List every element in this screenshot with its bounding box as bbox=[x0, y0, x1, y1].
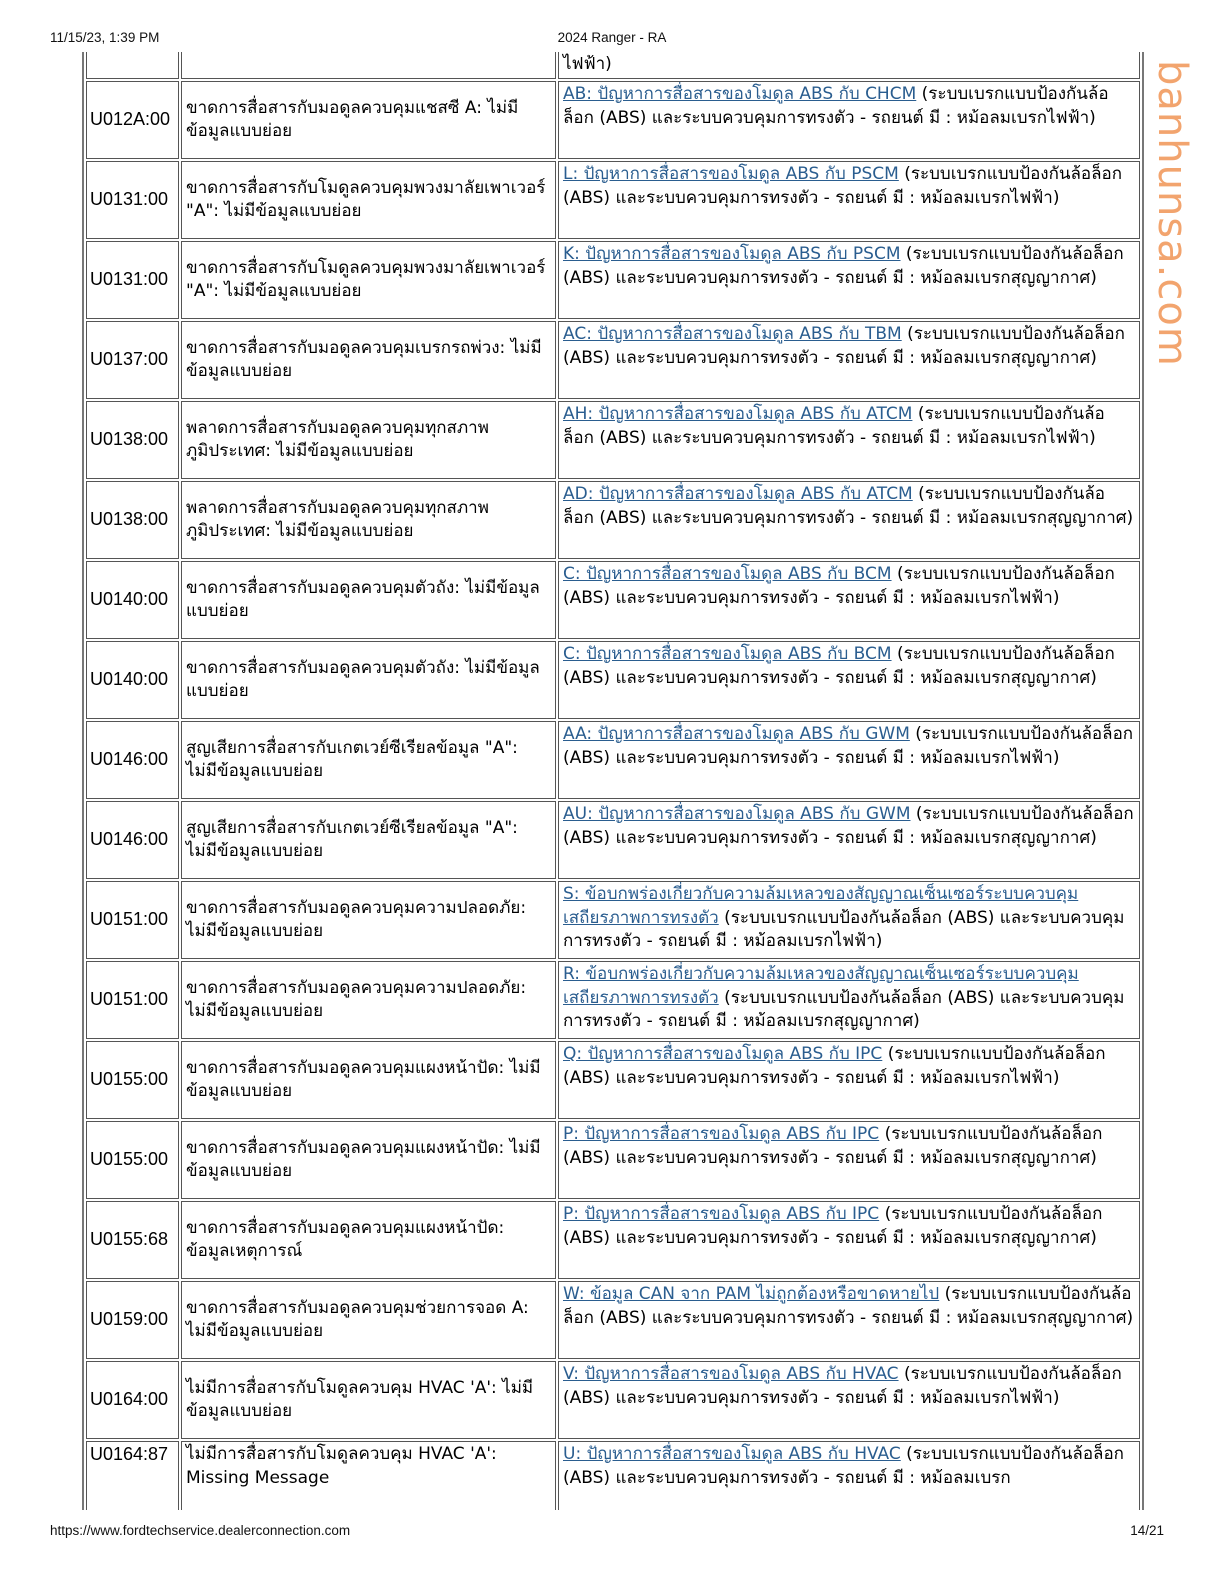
dtc-info-cell bbox=[558, 1281, 1140, 1359]
print-datetime: 11/15/23, 1:39 PM bbox=[50, 30, 160, 45]
pinpoint-test-link[interactable]: AH: ปัญหาการสื่อสารของโมดูล ABS กับ ATCM bbox=[563, 404, 913, 424]
table-row bbox=[86, 1281, 1140, 1359]
dtc-info-cell bbox=[558, 1121, 1140, 1199]
pinpoint-test-scope: (ระบบเบรกแบบป้องกันล้อล็อก (ABS) และระบบควบคุมการทรงตัว - รถยนต์ มี : หม้อลมเบรกไฟฟ้า) bbox=[563, 907, 1125, 951]
dtc-description: พลาดการสื่อสารกับมอดูลควบคุมทุกสภาพภูมิประเทศ: ไม่มีข้อมูลแบบย่อย bbox=[181, 481, 556, 559]
dtc-code: U0140:00 bbox=[86, 641, 179, 719]
dtc-info-cell bbox=[558, 721, 1140, 799]
table-row bbox=[86, 721, 1140, 799]
pinpoint-test-scope: (ระบบเบรกแบบป้องกันล้อล็อก (ABS) และระบบควบคุมการทรงตัว - รถยนต์ มี : หม้อลมเบรกสุญญากาศ) bbox=[563, 1204, 1103, 1248]
table-row bbox=[86, 961, 1140, 1039]
watermark: banhunsa.com bbox=[1149, 60, 1195, 367]
pinpoint-test-link[interactable]: P: ปัญหาการสื่อสารของโมดูล ABS กับ IPC bbox=[563, 1124, 880, 1144]
dtc-description: พลาดการสื่อสารกับมอดูลควบคุมทุกสภาพภูมิประเทศ: ไม่มีข้อมูลแบบย่อย bbox=[181, 401, 556, 479]
pinpoint-test-scope: (ระบบเบรกแบบป้องกันล้อล็อก (ABS) และระบบควบคุมการทรงตัว - รถยนต์ มี : หม้อลมเบรกสุญญากาศ) bbox=[563, 644, 1115, 688]
dtc-info-cell bbox=[558, 1201, 1140, 1279]
pinpoint-test-link[interactable]: S: ข้อบกพร่องเกี่ยวกับความล้มเหลวของสัญญาณเซ็นเซอร์ระบบควบคุมเสถียรภาพการทรงตัว bbox=[563, 884, 1079, 928]
page-number: 14/21 bbox=[1130, 1523, 1164, 1538]
dtc-code: U0151:00 bbox=[86, 961, 179, 1039]
dtc-info-cell bbox=[558, 1041, 1140, 1119]
dtc-code: U0146:00 bbox=[86, 801, 179, 879]
pinpoint-test-link[interactable]: K: ปัญหาการสื่อสารของโมดูล ABS กับ PSCM bbox=[563, 244, 901, 264]
pinpoint-test-link[interactable]: L: ปัญหาการสื่อสารของโมดูล ABS กับ PSCM bbox=[563, 164, 899, 184]
dtc-code: U0138:00 bbox=[86, 481, 179, 559]
dtc-code: U0138:00 bbox=[86, 401, 179, 479]
dtc-description: ขาดการสื่อสารกับมอดูลควบคุมตัวถัง: ไม่มีข้อมูลแบบย่อย bbox=[181, 561, 556, 639]
table-row bbox=[86, 401, 1140, 479]
pinpoint-test-scope: (ระบบเบรกแบบป้องกันล้อล็อก (ABS) และระบบควบคุมการทรงตัว - รถยนต์ มี : หม้อลมเบรกไฟฟ้า) bbox=[563, 404, 1105, 448]
pinpoint-test-link[interactable]: P: ปัญหาการสื่อสารของโมดูล ABS กับ IPC bbox=[563, 1204, 880, 1224]
pinpoint-test-scope: (ระบบเบรกแบบป้องกันล้อล็อก (ABS) และระบบควบคุมการทรงตัว - รถยนต์ มี : หม้อลมเบรกไฟฟ้า) bbox=[563, 1364, 1122, 1408]
dtc-code: U0164:87 bbox=[86, 1441, 179, 1510]
table-row bbox=[86, 641, 1140, 719]
dtc-code: U0155:00 bbox=[86, 1041, 179, 1119]
dtc-description: ขาดการสื่อสารกับมอดูลควบคุมแผงหน้าปัด: ข้อมูลเหตุการณ์ bbox=[181, 1201, 556, 1279]
dtc-table-container bbox=[82, 52, 1144, 1510]
dtc-description: ขาดการสื่อสารกับมอดูลควบคุมตัวถัง: ไม่มีข้อมูลแบบย่อย bbox=[181, 641, 556, 719]
dtc-description: สูญเสียการสื่อสารกับเกตเวย์ซีเรียลข้อมูล "A": ไม่มีข้อมูลแบบย่อย bbox=[181, 801, 556, 879]
dtc-description: ขาดการสื่อสารกับมอดูลควบคุมแชสซี A: ไม่มีข้อมูลแบบย่อย bbox=[181, 81, 556, 159]
pinpoint-test-scope: (ระบบเบรกแบบป้องกันล้อล็อก (ABS) และระบบควบคุมการทรงตัว - รถยนต์ มี : หม้อลมเบรกไฟฟ้า) bbox=[563, 84, 1109, 128]
footer-url: https://www.fordtechservice.dealerconnection.com bbox=[50, 1523, 351, 1538]
description-cell bbox=[181, 52, 556, 79]
dtc-description: ขาดการสื่อสารกับมอดูลควบคุมเบรกรถพ่วง: ไม่มีข้อมูลแบบย่อย bbox=[181, 321, 556, 399]
dtc-code: U0164:00 bbox=[86, 1361, 179, 1439]
pinpoint-test-scope: (ระบบเบรกแบบป้องกันล้อล็อก (ABS) และระบบควบคุมการทรงตัว - รถยนต์ มี : หม้อลมเบรกไฟฟ้า) bbox=[563, 164, 1123, 208]
pinpoint-test-link[interactable]: W: ข้อมูล CAN จาก PAM ไม่ถูกต้องหรือขาดหายไป bbox=[563, 1284, 940, 1304]
pinpoint-test-link[interactable]: C: ปัญหาการสื่อสารของโมดูล ABS กับ BCM bbox=[563, 564, 892, 584]
pinpoint-test-scope: (ระบบเบรกแบบป้องกันล้อล็อก (ABS) และระบบควบคุมการทรงตัว - รถยนต์ มี : หม้อลมเบรกสุญญากาศ) bbox=[563, 1284, 1134, 1328]
dtc-description: ไม่มีการสื่อสารกับโมดูลควบคุม HVAC 'A': ไม่มีข้อมูลแบบย่อย bbox=[181, 1361, 556, 1439]
dtc-description: ขาดการสื่อสารกับมอดูลควบคุมความปลอดภัย: ไม่มีข้อมูลแบบย่อย bbox=[181, 881, 556, 959]
pinpoint-test-link[interactable]: AC: ปัญหาการสื่อสารของโมดูล ABS กับ TBM bbox=[563, 324, 902, 344]
dtc-description: สูญเสียการสื่อสารกับเกตเวย์ซีเรียลข้อมูล "A": ไม่มีข้อมูลแบบย่อย bbox=[181, 721, 556, 799]
table-row bbox=[86, 1121, 1140, 1199]
dtc-description: ขาดการสื่อสารกับโมดูลควบคุมพวงมาลัยเพาเวอร์ "A": ไม่มีข้อมูลแบบย่อย bbox=[181, 161, 556, 239]
pinpoint-test-scope: (ระบบเบรกแบบป้องกันล้อล็อก (ABS) และระบบควบคุมการทรงตัว - รถยนต์ มี : หม้อลมเบรก bbox=[563, 1444, 1124, 1488]
code-cell bbox=[86, 52, 179, 79]
dtc-code: U0155:00 bbox=[86, 1121, 179, 1199]
dtc-code: U012A:00 bbox=[86, 81, 179, 159]
pinpoint-test-scope: (ระบบเบรกแบบป้องกันล้อล็อก (ABS) และระบบควบคุมการทรงตัว - รถยนต์ มี : หม้อลมเบรกสุญญากาศ) bbox=[563, 324, 1125, 368]
pinpoint-test-scope: (ระบบเบรกแบบป้องกันล้อล็อก (ABS) และระบบควบคุมการทรงตัว - รถยนต์ มี : หม้อลมเบรกไฟฟ้า) bbox=[563, 724, 1134, 768]
dtc-code: U0131:00 bbox=[86, 161, 179, 239]
dtc-code: U0137:00 bbox=[86, 321, 179, 399]
page-title: 2024 Ranger - RA bbox=[557, 30, 667, 45]
table-row bbox=[86, 1361, 1140, 1439]
pinpoint-test-link[interactable]: C: ปัญหาการสื่อสารของโมดูล ABS กับ BCM bbox=[563, 644, 892, 664]
dtc-info-cell bbox=[558, 401, 1140, 479]
table-row bbox=[86, 161, 1140, 239]
table-row bbox=[86, 1201, 1140, 1279]
dtc-code: U0140:00 bbox=[86, 561, 179, 639]
dtc-info-cell bbox=[558, 321, 1140, 399]
pinpoint-test-link[interactable]: AB: ปัญหาการสื่อสารของโมดูล ABS กับ CHCM bbox=[563, 84, 917, 104]
dtc-description: ขาดการสื่อสารกับมอดูลควบคุมแผงหน้าปัด: ไม่มีข้อมูลแบบย่อย bbox=[181, 1121, 556, 1199]
table-row bbox=[86, 81, 1140, 159]
dtc-info-cell bbox=[558, 801, 1140, 879]
pinpoint-test-scope: (ระบบเบรกแบบป้องกันล้อล็อก (ABS) และระบบควบคุมการทรงตัว - รถยนต์ มี : หม้อลมเบรกสุญญากาศ) bbox=[563, 1124, 1103, 1168]
table-row bbox=[86, 881, 1140, 959]
dtc-info-cell bbox=[558, 481, 1140, 559]
table-row-continued bbox=[86, 52, 1140, 79]
dtc-code: U0151:00 bbox=[86, 881, 179, 959]
dtc-code: U0159:00 bbox=[86, 1281, 179, 1359]
dtc-info-cell bbox=[558, 161, 1140, 239]
pinpoint-test-link[interactable]: V: ปัญหาการสื่อสารของโมดูล ABS กับ HVAC bbox=[563, 1364, 899, 1384]
pinpoint-test-scope: (ระบบเบรกแบบป้องกันล้อล็อก (ABS) และระบบควบคุมการทรงตัว - รถยนต์ มี : หม้อลมเบรกสุญญากาศ) bbox=[563, 244, 1124, 288]
table-row bbox=[86, 241, 1140, 319]
dtc-info-cell bbox=[558, 561, 1140, 639]
dtc-info-cell bbox=[558, 1441, 1140, 1510]
dtc-description: ขาดการสื่อสารกับโมดูลควบคุมพวงมาลัยเพาเวอร์ "A": ไม่มีข้อมูลแบบย่อย bbox=[181, 241, 556, 319]
dtc-description: ขาดการสื่อสารกับมอดูลควบคุมความปลอดภัย: ไม่มีข้อมูลแบบย่อย bbox=[181, 961, 556, 1039]
pinpoint-test-scope: (ระบบเบรกแบบป้องกันล้อล็อก (ABS) และระบบควบคุมการทรงตัว - รถยนต์ มี : หม้อลมเบรกไฟฟ้า) bbox=[563, 1044, 1106, 1088]
dtc-info-cell bbox=[558, 961, 1140, 1039]
pinpoint-test-link[interactable]: AD: ปัญหาการสื่อสารของโมดูล ABS กับ ATCM bbox=[563, 484, 913, 504]
table-row bbox=[86, 1441, 1140, 1510]
dtc-description: ขาดการสื่อสารกับมอดูลควบคุมแผงหน้าปัด: ไม่มีข้อมูลแบบย่อย bbox=[181, 1041, 556, 1119]
dtc-description: ขาดการสื่อสารกับมอดูลควบคุมช่วยการจอด A: ไม่มีข้อมูลแบบย่อย bbox=[181, 1281, 556, 1359]
dtc-description: ไม่มีการสื่อสารกับโมดูลควบคุม HVAC 'A': Missing Message bbox=[181, 1441, 556, 1510]
table-row bbox=[86, 1041, 1140, 1119]
dtc-info-cell bbox=[558, 1361, 1140, 1439]
dtc-info-cell bbox=[558, 81, 1140, 159]
table-row bbox=[86, 801, 1140, 879]
table-row bbox=[86, 561, 1140, 639]
dtc-code: U0155:68 bbox=[86, 1201, 179, 1279]
pinpoint-test-link[interactable]: AA: ปัญหาการสื่อสารของโมดูล ABS กับ GWM bbox=[563, 724, 910, 744]
pinpoint-test-link[interactable]: U: ปัญหาการสื่อสารของโมดูล ABS กับ HVAC bbox=[563, 1444, 901, 1464]
pinpoint-test-scope: (ระบบเบรกแบบป้องกันล้อล็อก (ABS) และระบบควบคุมการทรงตัว - รถยนต์ มี : หม้อลมเบรกสุญญากาศ) bbox=[563, 987, 1125, 1031]
dtc-info-cell bbox=[558, 881, 1140, 959]
pinpoint-test-scope: (ระบบเบรกแบบป้องกันล้อล็อก (ABS) และระบบควบคุมการทรงตัว - รถยนต์ มี : หม้อลมเบรกไฟฟ้า) bbox=[563, 564, 1115, 608]
pinpoint-test-scope: (ระบบเบรกแบบป้องกันล้อล็อก (ABS) และระบบควบคุมการทรงตัว - รถยนต์ มี : หม้อลมเบรกสุญญากาศ) bbox=[563, 804, 1134, 848]
dtc-code: U0131:00 bbox=[86, 241, 179, 319]
dtc-table bbox=[82, 52, 1144, 1510]
pinpoint-test-link[interactable]: R: ข้อบกพร่องเกี่ยวกับความล้มเหลวของสัญญาณเซ็นเซอร์ระบบควบคุมเสถียรภาพการทรงตัว bbox=[563, 964, 1079, 1008]
table-row bbox=[86, 321, 1140, 399]
pinpoint-test-link[interactable]: Q: ปัญหาการสื่อสารของโมดูล ABS กับ IPC bbox=[563, 1044, 883, 1064]
info-cell-continued: ไฟฟ้า) bbox=[558, 52, 1140, 79]
table-row bbox=[86, 481, 1140, 559]
pinpoint-test-scope: (ระบบเบรกแบบป้องกันล้อล็อก (ABS) และระบบควบคุมการทรงตัว - รถยนต์ มี : หม้อลมเบรกสุญญากาศ) bbox=[563, 484, 1134, 528]
dtc-info-cell bbox=[558, 241, 1140, 319]
pinpoint-test-link[interactable]: AU: ปัญหาการสื่อสารของโมดูล ABS กับ GWM bbox=[563, 804, 911, 824]
dtc-code: U0146:00 bbox=[86, 721, 179, 799]
dtc-info-cell bbox=[558, 641, 1140, 719]
